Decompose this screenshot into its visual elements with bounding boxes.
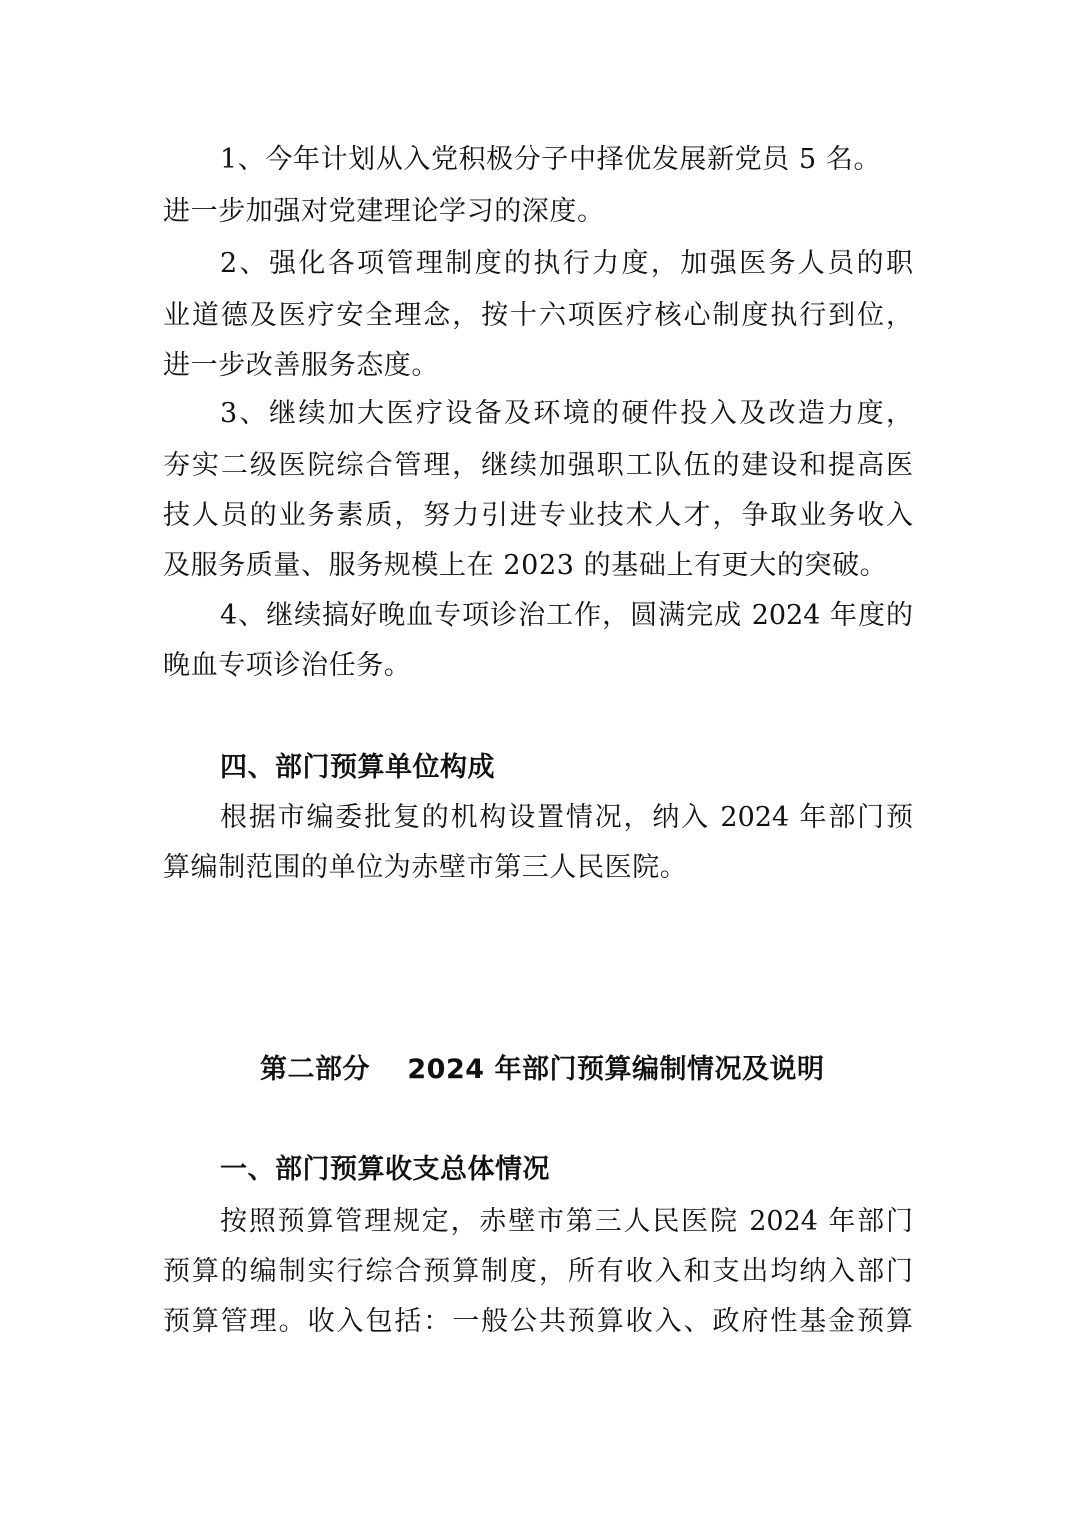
- paragraph-3-line-3: 技人员的业务素质，努力引进专业技术人才，争取业务收入: [163, 500, 913, 531]
- section-4-line-1: 根据市编委批复的机构设置情况，纳入 2024 年部门预: [220, 802, 913, 833]
- section-4-line-2: 算编制范围的单位为赤壁市第三人民医院。: [163, 852, 688, 883]
- section-1-line-3: 预算管理。收入包括：一般公共预算收入、政府性基金预算: [163, 1306, 913, 1337]
- paragraph-2-line-3: 进一步改善服务态度。: [163, 350, 439, 381]
- paragraph-2-line-2: 业道德及医疗安全理念，按十六项医疗核心制度执行到位，: [163, 300, 913, 331]
- paragraph-3-line-1: 3、继续加大医疗设备及环境的硬件投入及改造力度，: [220, 398, 913, 429]
- part-2-title: 第二部分 2024 年部门预算编制情况及说明: [260, 1054, 825, 1085]
- paragraph-4-line-2: 晚血专项诊治任务。: [163, 650, 412, 681]
- section-4-heading: 四、部门预算单位构成: [220, 752, 495, 783]
- paragraph-3-line-2: 夯实二级医院综合管理，继续加强职工队伍的建设和提高医: [163, 450, 913, 481]
- section-1-line-2: 预算的编制实行综合预算制度，所有收入和支出均纳入部门: [163, 1256, 913, 1287]
- paragraph-2-line-1: 2、强化各项管理制度的执行力度，加强医务人员的职: [220, 248, 913, 279]
- section-1-line-1: 按照预算管理规定，赤壁市第三人民医院 2024 年部门: [220, 1206, 913, 1237]
- paragraph-1-line-2: 进一步加强对党建理论学习的深度。: [163, 196, 605, 227]
- paragraph-3-line-4: 及服务质量、服务规模上在 2023 的基础上有更大的突破。: [163, 550, 888, 581]
- section-1-heading: 一、部门预算收支总体情况: [220, 1154, 550, 1185]
- paragraph-4-line-1: 4、继续搞好晚血专项诊治工作，圆满完成 2024 年度的: [220, 600, 913, 631]
- paragraph-1-line-1: 1、今年计划从入党积极分子中择优发展新党员 5 名。: [220, 144, 882, 175]
